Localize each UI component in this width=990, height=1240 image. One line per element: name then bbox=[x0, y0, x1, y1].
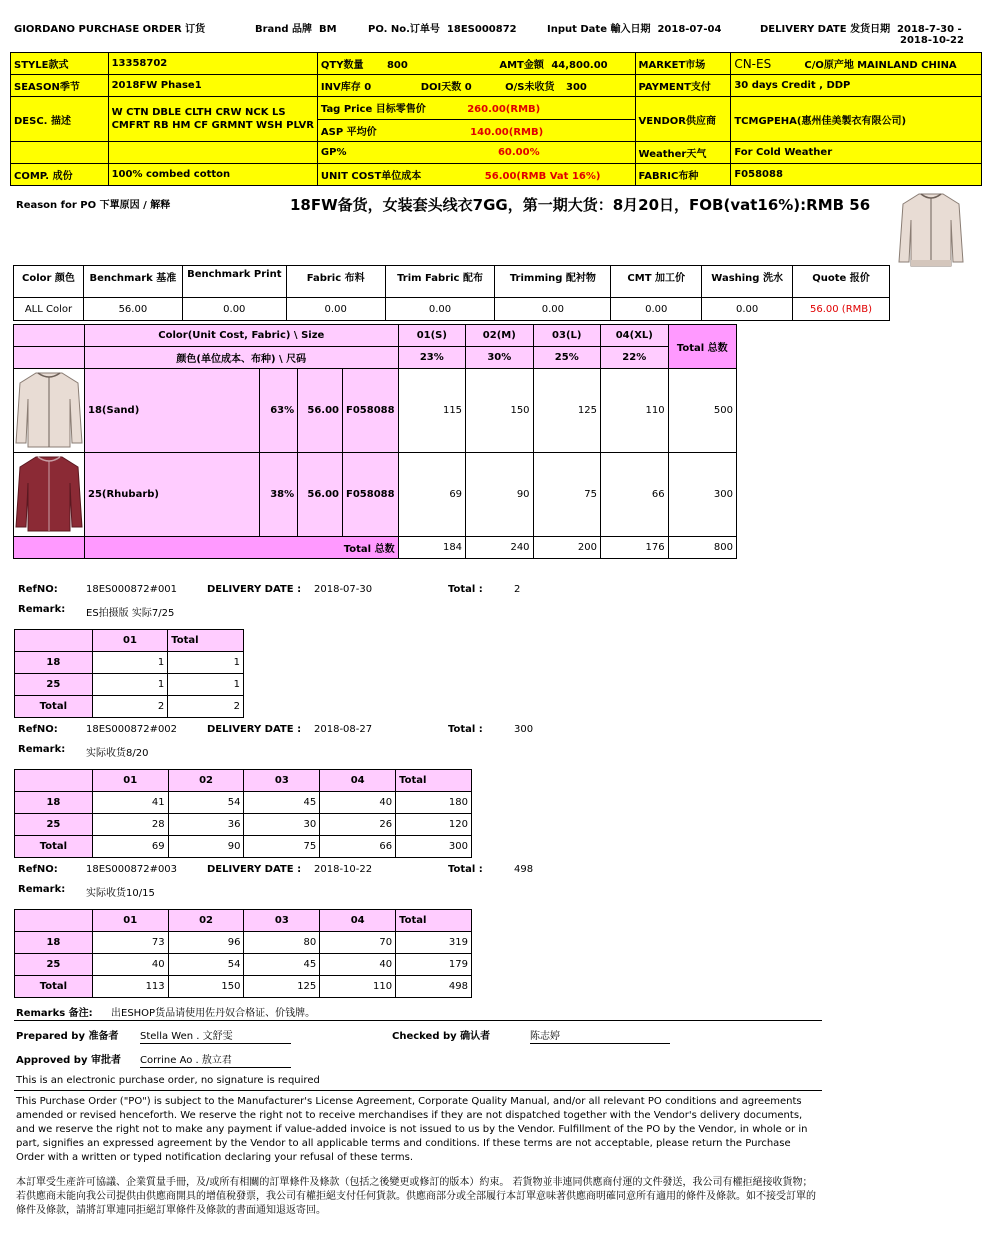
input-date-label: Input Date 輸入日期 bbox=[547, 24, 651, 35]
delivery-cell: 125 bbox=[244, 976, 320, 998]
style-label: STYLE款式 bbox=[11, 53, 109, 75]
refno-label: RefNO: bbox=[18, 584, 58, 595]
delivery-col: 02 bbox=[168, 910, 244, 932]
delivery-cell: 80 bbox=[244, 932, 320, 954]
delivery-col: Total bbox=[168, 630, 244, 652]
delivery-head-blank bbox=[15, 910, 93, 932]
delivery-date-label: DELIVERY DATE : bbox=[207, 864, 302, 875]
cost-header-benchmark: Benchmark 基准 bbox=[83, 266, 182, 298]
delivery-row-label: 18 bbox=[15, 652, 93, 674]
qty-cell: 110 bbox=[600, 369, 668, 453]
table-row bbox=[15, 836, 472, 858]
refno-value: 18ES000872#002 bbox=[86, 724, 178, 735]
delivery-col: 01 bbox=[92, 910, 168, 932]
reason-value: 18FW备货，女装套头线衣7GG，第一期大货：8月20日，FOB(vat16%):RMB 56 bbox=[290, 196, 871, 214]
delivery-total-label: Total : bbox=[448, 864, 483, 875]
delivery-cell: 28 bbox=[92, 814, 168, 836]
tag-value: 260.00(RMB) bbox=[467, 104, 541, 116]
cost-cell-benchmark-print: 0.00 bbox=[182, 298, 286, 321]
cost-cell-washing: 0.00 bbox=[702, 298, 793, 321]
os-label: O/S未收货 bbox=[505, 82, 555, 93]
size-header-cn: 颜色(单位成本、布种) \ 尺码 bbox=[85, 347, 399, 369]
table-row bbox=[15, 932, 472, 954]
size-col-02: 02(M) bbox=[466, 325, 534, 347]
qty-label: QTY数量 bbox=[320, 60, 364, 71]
delivery-cell: 41 bbox=[92, 792, 168, 814]
doi-value: 0 bbox=[464, 82, 472, 93]
grand-cell: 240 bbox=[466, 537, 534, 559]
prepared-value: Stella Wen . 文舒雯 bbox=[140, 1027, 291, 1044]
delivery-cell: 36 bbox=[168, 814, 244, 836]
unitcost-value: 56.00(RMB Vat 16%) bbox=[484, 171, 601, 182]
desc-value bbox=[108, 97, 317, 142]
unitcost-label: UNIT COST单位成本 bbox=[320, 171, 422, 182]
remark-label: Remark: bbox=[18, 604, 66, 615]
inv-doi-cell bbox=[317, 75, 635, 97]
checked-value: 陈志婷 bbox=[530, 1027, 670, 1044]
delivery-cell: 179 bbox=[396, 954, 472, 976]
delivery-col: 02 bbox=[168, 770, 244, 792]
cost-header-quote: Quote 报价 bbox=[793, 266, 890, 298]
delivery-row-label: 18 bbox=[15, 792, 93, 814]
size-ratio-01: 23% bbox=[398, 347, 465, 369]
input-date-value: 2018-07-04 bbox=[657, 24, 722, 35]
delivery-total-value: 2 bbox=[514, 584, 521, 595]
size-header-en: Color(Unit Cost, Fabric) \ Size bbox=[85, 325, 399, 347]
vendor-value: TCMGPEHA(惠州佳美製衣有限公司) bbox=[731, 97, 982, 142]
comp-label: COMP. 成份 bbox=[11, 164, 109, 186]
weather-value: For Cold Weather bbox=[731, 142, 982, 164]
origin-value: MAINLAND CHINA bbox=[857, 60, 957, 71]
gp-label: GP% bbox=[320, 147, 347, 158]
delivery-col: 04 bbox=[320, 770, 396, 792]
delivery-table-3 bbox=[14, 909, 472, 998]
grand-cell: 184 bbox=[398, 537, 465, 559]
asp-value: 140.00(RMB) bbox=[470, 126, 544, 138]
size-header-blank bbox=[14, 347, 85, 369]
delivery-table-2 bbox=[14, 769, 472, 858]
size-table bbox=[13, 324, 737, 559]
delivery-col: 04 bbox=[320, 910, 396, 932]
remarks-value: 出ESHOP货品请使用佐丹奴合格证、价钱牌。 bbox=[111, 1008, 316, 1019]
delivery-cell: 110 bbox=[320, 976, 396, 998]
remark-value: 实际收货8/20 bbox=[86, 748, 149, 759]
size-col-01: 01(S) bbox=[398, 325, 465, 347]
delivery-cell: 45 bbox=[244, 792, 320, 814]
inv-value: 0 bbox=[364, 82, 372, 93]
remark-label: Remark: bbox=[18, 744, 66, 755]
delivery-cell: 54 bbox=[168, 792, 244, 814]
table-row bbox=[14, 453, 737, 537]
table-row bbox=[15, 954, 472, 976]
delivery-date-value: 2018-07-30 bbox=[314, 584, 373, 595]
delivery-cell: 319 bbox=[396, 932, 472, 954]
desc-line-1: W CTN DBLE CLTH CRW NCK LS bbox=[111, 107, 286, 118]
delivery-col: Total bbox=[396, 770, 472, 792]
delivery-cell: 30 bbox=[244, 814, 320, 836]
refno-value: 18ES000872#001 bbox=[86, 584, 178, 595]
cost-header-trim-fabric: Trim Fabric 配布 bbox=[385, 266, 495, 298]
qty-cell: 115 bbox=[398, 369, 465, 453]
qty-total: 500 bbox=[668, 369, 736, 453]
grand-cell: 200 bbox=[533, 537, 600, 559]
table-row bbox=[15, 696, 244, 718]
delivery-table-1 bbox=[14, 629, 244, 718]
tag-label: Tag Price 目标零售价 bbox=[320, 104, 426, 116]
delivery-cell: 73 bbox=[92, 932, 168, 954]
sweater-sand-icon bbox=[14, 369, 84, 449]
grand-cell: 176 bbox=[600, 537, 668, 559]
cost-cell-quote: 56.00 (RMB) bbox=[793, 298, 890, 321]
delivery-cell: 26 bbox=[320, 814, 396, 836]
delivery-cell: 96 bbox=[168, 932, 244, 954]
refno-label: RefNO: bbox=[18, 724, 58, 735]
delivery-date bbox=[760, 20, 962, 35]
table-row bbox=[14, 537, 737, 559]
table-row bbox=[15, 674, 244, 696]
empty-cell bbox=[11, 142, 109, 164]
size-ratio-03: 25% bbox=[533, 347, 600, 369]
legal-terms-cn: 本訂單受生產許可協議、企業質量手冊，及/或所有相關的訂單條件及條款（包括之後變更或修訂的版本）約束。 若貨物並非連同供應商付運的文件發送，我公司有權拒絕接收貨物；若供應商未能向我公司提供由供應商開具的增值稅發票，我公司有權拒絕支付任何貨款。供應商部分或全部履行本訂單意味著供應商明確同意所有適用的條件及條款。如不接受訂單的條件及條款，請將訂單連同拒絕訂單條件及條款的書面通知退返寄回。 bbox=[16, 1177, 816, 1216]
asp-cell bbox=[317, 119, 635, 142]
delivery-cell: 45 bbox=[244, 954, 320, 976]
color-fabric: F058088 bbox=[343, 453, 399, 537]
color-name: 18(Sand) bbox=[85, 369, 260, 453]
color-cost: 56.00 bbox=[298, 369, 343, 453]
size-ratio-02: 30% bbox=[466, 347, 534, 369]
company-title: GIORDANO PURCHASE ORDER 订货 bbox=[14, 24, 206, 35]
qty-total: 300 bbox=[668, 453, 736, 537]
color-cost: 56.00 bbox=[298, 453, 343, 537]
delivery-cell: 40 bbox=[320, 792, 396, 814]
size-header-blank bbox=[14, 325, 85, 347]
delivery-cell: 90 bbox=[168, 836, 244, 858]
qty-cell: 90 bbox=[466, 453, 534, 537]
cost-header-fabric: Fabric 布料 bbox=[286, 266, 385, 298]
refno-label: RefNO: bbox=[18, 864, 58, 875]
cost-cell-trim-fabric: 0.00 bbox=[385, 298, 495, 321]
checked-label: Checked by 确认者 bbox=[392, 1031, 491, 1042]
qty-cell: 150 bbox=[466, 369, 534, 453]
delivery-date-label: DELIVERY DATE : bbox=[207, 584, 302, 595]
market-label: MARKET市场 bbox=[635, 53, 731, 75]
delivery-head-blank bbox=[15, 770, 93, 792]
delivery-col: Total bbox=[396, 910, 472, 932]
divider bbox=[14, 1090, 822, 1091]
size-col-03: 03(L) bbox=[533, 325, 600, 347]
po-value: 18ES000872 bbox=[446, 24, 517, 35]
cost-cell-trimming: 0.00 bbox=[495, 298, 611, 321]
cost-cell-benchmark: 56.00 bbox=[83, 298, 182, 321]
color-pct: 38% bbox=[260, 453, 298, 537]
qty-value: 800 bbox=[386, 60, 408, 71]
size-col-04: 04(XL) bbox=[600, 325, 668, 347]
po-label: PO. No.订单号 bbox=[368, 24, 440, 35]
color-pct: 63% bbox=[260, 369, 298, 453]
gp-cell bbox=[317, 142, 635, 164]
cost-header-color: Color 颜色 bbox=[14, 266, 84, 298]
weather-label: Weather天气 bbox=[635, 142, 731, 164]
refno-value: 18ES000872#003 bbox=[86, 864, 178, 875]
delivery-cell: 2 bbox=[92, 696, 168, 718]
cost-cell-cmt: 0.00 bbox=[611, 298, 702, 321]
thumb-cell bbox=[14, 453, 85, 537]
cost-header-cmt: CMT 加工价 bbox=[611, 266, 702, 298]
grand-total-label: Total 总数 bbox=[85, 537, 399, 559]
sweater-sand-icon bbox=[897, 190, 965, 271]
remarks-label: Remarks 备注: bbox=[16, 1008, 93, 1019]
cost-header-trimming: Trimming 配衬物 bbox=[495, 266, 611, 298]
divider bbox=[14, 1020, 822, 1021]
table-row bbox=[15, 792, 472, 814]
comp-value: 100% combed cotton bbox=[108, 164, 317, 186]
prepared-label: Prepared by 准备者 bbox=[16, 1031, 119, 1042]
delivery-date-value: 2018-10-22 bbox=[314, 864, 373, 875]
payment-label: PAYMENT支付 bbox=[635, 75, 731, 97]
color-fabric: F058088 bbox=[343, 369, 399, 453]
empty-cell bbox=[108, 142, 317, 164]
delivery-cell: 40 bbox=[92, 954, 168, 976]
delivery-total-value: 300 bbox=[514, 724, 534, 735]
delivery-value-end: 2018-10-22 bbox=[900, 35, 964, 46]
size-ratio-04: 22% bbox=[600, 347, 668, 369]
amt-value: 44,800.00 bbox=[551, 60, 608, 71]
delivery-cell: 66 bbox=[320, 836, 396, 858]
delivery-row-label: 25 bbox=[15, 674, 93, 696]
delivery-value-start: 2018-7-30 - bbox=[897, 24, 962, 35]
brand-label bbox=[255, 20, 337, 35]
table-row bbox=[14, 369, 737, 453]
season-label: SEASON季节 bbox=[11, 75, 109, 97]
thumb-cell bbox=[14, 369, 85, 453]
cost-header-benchmark-print: Benchmark Print bbox=[182, 266, 286, 298]
delivery-date-value: 2018-08-27 bbox=[314, 724, 373, 735]
delivery-cell: 70 bbox=[320, 932, 396, 954]
table-row bbox=[15, 976, 472, 998]
origin-label: C/O原产地 bbox=[804, 60, 854, 71]
tag-price-cell bbox=[317, 97, 635, 120]
gp-value: 60.00% bbox=[497, 147, 540, 158]
delivery-cell: 40 bbox=[320, 954, 396, 976]
delivery-row-label: 25 bbox=[15, 954, 93, 976]
delivery-cell: 69 bbox=[92, 836, 168, 858]
delivery-col: 01 bbox=[92, 770, 168, 792]
delivery-total-label: Total : bbox=[448, 584, 483, 595]
fabric-label: FABRIC布种 bbox=[635, 164, 731, 186]
season-value: 2018FW Phase1 bbox=[108, 75, 317, 97]
delivery-date-label: DELIVERY DATE : bbox=[207, 724, 302, 735]
delivery-cell: 300 bbox=[396, 836, 472, 858]
delivery-row-label: 18 bbox=[15, 932, 93, 954]
delivery-row-label: Total bbox=[15, 836, 93, 858]
delivery-total-label: Total : bbox=[448, 724, 483, 735]
delivery-col: 03 bbox=[244, 910, 320, 932]
cost-cell-fabric: 0.00 bbox=[286, 298, 385, 321]
qty-cell: 69 bbox=[398, 453, 465, 537]
delivery-cell: 1 bbox=[92, 674, 168, 696]
grand-cell: 800 bbox=[668, 537, 736, 559]
payment-value: 30 days Credit , DDP bbox=[731, 75, 982, 97]
delivery-col: 01 bbox=[92, 630, 168, 652]
asp-label: ASP 平均价 bbox=[320, 126, 377, 138]
delivery-cell: 120 bbox=[396, 814, 472, 836]
remark-value: 实际收货10/15 bbox=[86, 888, 155, 899]
cost-cell-color: ALL Color bbox=[14, 298, 84, 321]
cost-table bbox=[13, 265, 890, 321]
delivery-head-blank bbox=[15, 630, 93, 652]
delivery-col: 03 bbox=[244, 770, 320, 792]
delivery-row-label: 25 bbox=[15, 814, 93, 836]
delivery-cell: 180 bbox=[396, 792, 472, 814]
delivery-cell: 75 bbox=[244, 836, 320, 858]
fabric-value: F058088 bbox=[731, 164, 982, 186]
brand-label-text: Brand 品牌 bbox=[255, 24, 313, 35]
table-row bbox=[15, 652, 244, 674]
delivery-cell: 1 bbox=[168, 652, 244, 674]
desc-line-2: CMFRT RB HM CF GRMNT WSH PLVR bbox=[111, 120, 314, 131]
remark-label: Remark: bbox=[18, 884, 66, 895]
delivery-cell: 2 bbox=[168, 696, 244, 718]
delivery-cell: 113 bbox=[92, 976, 168, 998]
po-number bbox=[368, 20, 517, 35]
desc-label: DESC. 描述 bbox=[11, 97, 109, 142]
remark-value: ES拍摄版 实际7/25 bbox=[86, 608, 175, 619]
delivery-total-value: 498 bbox=[514, 864, 534, 875]
approved-value: Corrine Ao . 敖立君 bbox=[140, 1051, 291, 1068]
color-name: 25(Rhubarb) bbox=[85, 453, 260, 537]
reason-label: Reason for PO 下單原因 / 解释 bbox=[16, 200, 171, 211]
table-row bbox=[15, 814, 472, 836]
qty-amt-cell bbox=[317, 53, 635, 75]
inv-label: INV库存 bbox=[320, 82, 361, 93]
qty-cell: 75 bbox=[533, 453, 600, 537]
qty-cell: 125 bbox=[533, 369, 600, 453]
delivery-cell: 498 bbox=[396, 976, 472, 998]
size-col-total: Total 总数 bbox=[668, 325, 736, 369]
market-value: CN-ES bbox=[734, 57, 772, 71]
approved-label: Approved by 审批者 bbox=[16, 1055, 121, 1066]
amt-label: AMT金额 bbox=[499, 60, 544, 71]
delivery-cell: 1 bbox=[168, 674, 244, 696]
market-origin-cell bbox=[731, 53, 982, 75]
delivery-row-label: Total bbox=[15, 976, 93, 998]
unit-cost-cell bbox=[317, 164, 635, 186]
delivery-row-label: Total bbox=[15, 696, 93, 718]
grand-blank bbox=[14, 537, 85, 559]
os-value: 300 bbox=[566, 82, 587, 93]
brand-value: BM bbox=[319, 24, 337, 35]
sweater-rhubarb-icon bbox=[14, 453, 84, 533]
delivery-cell: 1 bbox=[92, 652, 168, 674]
doi-label: DOI天数 bbox=[420, 82, 462, 93]
legal-terms-en: This Purchase Order ("PO") is subject to the Manufacturer's License Agreement, Corporate Quality Manual, and/or all relevant PO conditions and agreements amended or revised henceforth. We reserve the right not to receive merchandises if they are not dispatched together with the Vendor's delivery documents, and we reserve the right not to make any payment if value-added invoice is not issued to us by the Vendor. Fulfillment of the PO by the Vendor, in whole or in part, signifies an expressed agreement by the Vendor to all applicable terms and conditions. If these terms are not acceptable, please return the Purchase Order with a written or typed notification declaring your refusal of these terms. bbox=[16, 1096, 808, 1163]
electronic-note: This is an electronic purchase order, no signature is required bbox=[16, 1075, 320, 1086]
input-date bbox=[547, 20, 721, 35]
po-info-table bbox=[10, 52, 982, 186]
style-value: 13358702 bbox=[108, 53, 317, 75]
delivery-label: DELIVERY DATE 发货日期 bbox=[760, 24, 891, 35]
cost-header-washing: Washing 洗水 bbox=[702, 266, 793, 298]
delivery-cell: 150 bbox=[168, 976, 244, 998]
delivery-cell: 54 bbox=[168, 954, 244, 976]
vendor-label: VENDOR供应商 bbox=[635, 97, 731, 142]
qty-cell: 66 bbox=[600, 453, 668, 537]
